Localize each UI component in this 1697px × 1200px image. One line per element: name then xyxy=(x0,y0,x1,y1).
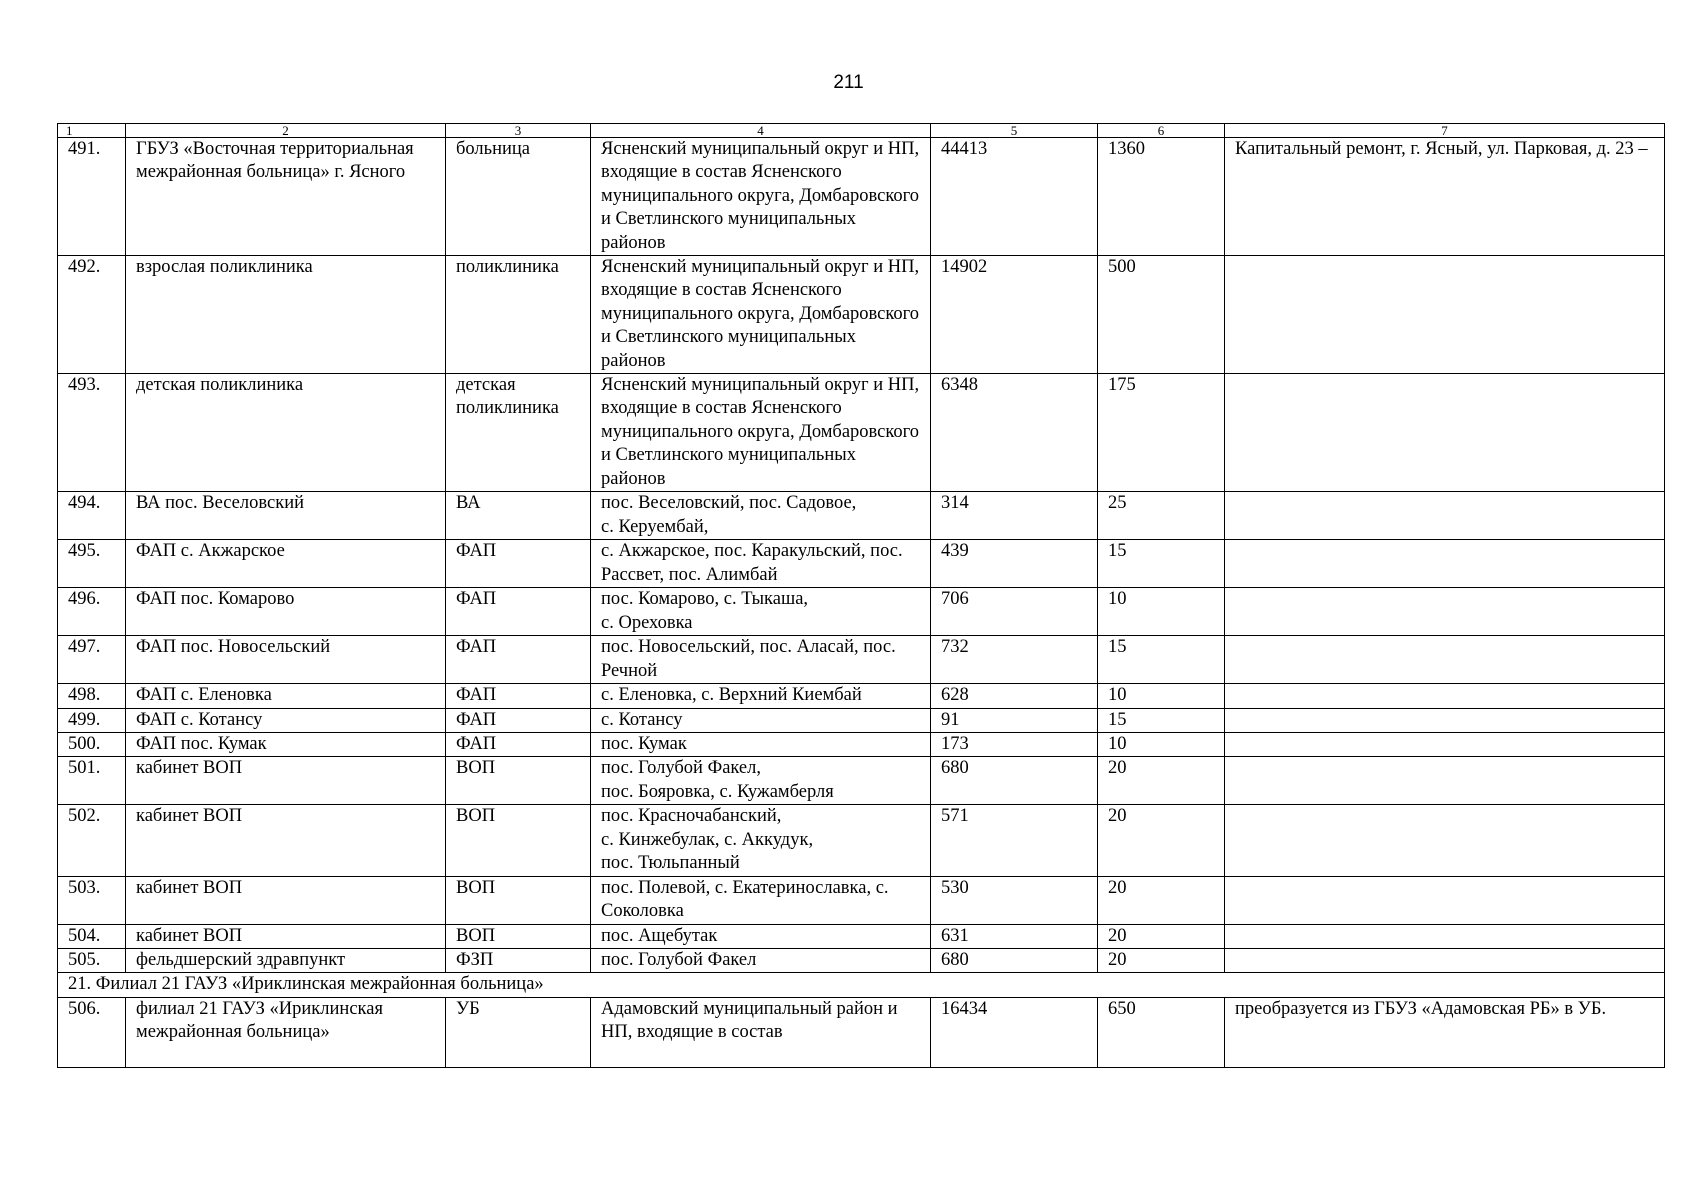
note xyxy=(1225,492,1665,540)
facility-name: ФАП пос. Новосельский xyxy=(126,636,446,684)
row-number: 498. xyxy=(58,684,126,708)
facility-name: ФАП пос. Кумак xyxy=(126,732,446,756)
population: 173 xyxy=(931,732,1098,756)
note xyxy=(1225,540,1665,588)
facility-name: детская поликлиника xyxy=(126,374,446,492)
facility-type: больница xyxy=(446,138,591,256)
facility-type: ВОП xyxy=(446,757,591,805)
note: преобразуется из ГБУЗ «Адамовская РБ» в УБ. xyxy=(1225,997,1665,1067)
note xyxy=(1225,708,1665,732)
note xyxy=(1225,732,1665,756)
facility-type: поликлиника xyxy=(446,256,591,374)
facility-name: ГБУЗ «Восточная территориальная межрайонная больница» г. Ясного xyxy=(126,138,446,256)
service-area: пос. Ащебутак xyxy=(591,924,931,948)
facility-name: ФАП с. Акжарское xyxy=(126,540,446,588)
facility-type: ФАП xyxy=(446,732,591,756)
facility-name: ФАП с. Котансу xyxy=(126,708,446,732)
population: 91 xyxy=(931,708,1098,732)
service-area: пос. Голубой Факел xyxy=(591,948,931,972)
facility-type: ФАП xyxy=(446,588,591,636)
note xyxy=(1225,684,1665,708)
service-area: пос. Комарово, с. Тыкаша, с. Ореховка xyxy=(591,588,931,636)
capacity: 20 xyxy=(1098,805,1225,876)
population: 16434 xyxy=(931,997,1098,1067)
column-header: 7 xyxy=(1225,124,1665,138)
note xyxy=(1225,588,1665,636)
table-row xyxy=(58,924,1665,948)
note xyxy=(1225,948,1665,972)
facility-name: фельдшерский здравпункт xyxy=(126,948,446,972)
table-row xyxy=(58,540,1665,588)
column-header: 4 xyxy=(591,124,931,138)
population: 631 xyxy=(931,924,1098,948)
note: Капитальный ремонт, г. Ясный, ул. Парковая, д. 23 – xyxy=(1225,138,1665,256)
table-row xyxy=(58,636,1665,684)
population: 44413 xyxy=(931,138,1098,256)
facility-name: кабинет ВОП xyxy=(126,924,446,948)
table-row xyxy=(58,588,1665,636)
population: 571 xyxy=(931,805,1098,876)
table-row xyxy=(58,708,1665,732)
facility-type: детская поликлиника xyxy=(446,374,591,492)
facility-type: ВОП xyxy=(446,805,591,876)
population: 14902 xyxy=(931,256,1098,374)
table-body xyxy=(58,138,1665,1068)
facility-name: ВА пос. Веселовский xyxy=(126,492,446,540)
row-number: 494. xyxy=(58,492,126,540)
page-number: 211 xyxy=(833,72,864,93)
facility-name: кабинет ВОП xyxy=(126,757,446,805)
facility-name: ФАП с. Еленовка xyxy=(126,684,446,708)
row-number: 496. xyxy=(58,588,126,636)
section-row xyxy=(58,973,1665,997)
table-row xyxy=(58,256,1665,374)
capacity: 20 xyxy=(1098,757,1225,805)
facility-type: ФАП xyxy=(446,684,591,708)
service-area: пос. Новосельский, пос. Аласай, пос. Речной xyxy=(591,636,931,684)
section-title: 21. Филиал 21 ГАУЗ «Ириклинская межрайонная больница» xyxy=(58,973,1665,997)
data-table xyxy=(57,123,1665,1068)
population: 439 xyxy=(931,540,1098,588)
row-number: 500. xyxy=(58,732,126,756)
capacity: 175 xyxy=(1098,374,1225,492)
capacity: 500 xyxy=(1098,256,1225,374)
row-number: 504. xyxy=(58,924,126,948)
table-row xyxy=(58,374,1665,492)
table-row xyxy=(58,997,1665,1067)
service-area: Ясненский муниципальный округ и НП, входящие в состав Ясненского муниципального округа, Домбаровского и Светлинского муниципальных районов xyxy=(591,256,931,374)
table-row xyxy=(58,492,1665,540)
service-area: Ясненский муниципальный округ и НП, входящие в состав Ясненского муниципального округа, Домбаровского и Светлинского муниципальных районов xyxy=(591,138,931,256)
table-row xyxy=(58,757,1665,805)
column-header: 1 xyxy=(58,124,126,138)
capacity: 25 xyxy=(1098,492,1225,540)
facility-name: кабинет ВОП xyxy=(126,876,446,924)
capacity: 20 xyxy=(1098,876,1225,924)
table-row xyxy=(58,684,1665,708)
row-number: 506. xyxy=(58,997,126,1067)
row-number: 502. xyxy=(58,805,126,876)
service-area: с. Акжарское, пос. Каракульский, пос. Рассвет, пос. Алимбай xyxy=(591,540,931,588)
facility-type: ФАП xyxy=(446,636,591,684)
note xyxy=(1225,805,1665,876)
table-row xyxy=(58,732,1665,756)
facility-type: ВОП xyxy=(446,924,591,948)
service-area: пос. Голубой Факел, пос. Бояровка, с. Кужамберля xyxy=(591,757,931,805)
column-header: 2 xyxy=(126,124,446,138)
facility-type: ВОП xyxy=(446,876,591,924)
table-header xyxy=(58,124,1665,138)
facility-type: ВА xyxy=(446,492,591,540)
capacity: 20 xyxy=(1098,924,1225,948)
table-row xyxy=(58,876,1665,924)
capacity: 1360 xyxy=(1098,138,1225,256)
capacity: 650 xyxy=(1098,997,1225,1067)
capacity: 15 xyxy=(1098,708,1225,732)
note xyxy=(1225,757,1665,805)
facility-type: ФАП xyxy=(446,708,591,732)
service-area: пос. Красночабанский, с. Кинжебулак, с. Аккудук, пос. Тюльпанный xyxy=(591,805,931,876)
population: 706 xyxy=(931,588,1098,636)
row-number: 501. xyxy=(58,757,126,805)
population: 530 xyxy=(931,876,1098,924)
row-number: 493. xyxy=(58,374,126,492)
service-area: с. Котансу xyxy=(591,708,931,732)
facility-name: взрослая поликлиника xyxy=(126,256,446,374)
service-area: пос. Веселовский, пос. Садовое, с. Керуембай, xyxy=(591,492,931,540)
table-row xyxy=(58,138,1665,256)
row-number: 491. xyxy=(58,138,126,256)
population: 314 xyxy=(931,492,1098,540)
note xyxy=(1225,636,1665,684)
table-row xyxy=(58,805,1665,876)
capacity: 15 xyxy=(1098,636,1225,684)
column-header: 3 xyxy=(446,124,591,138)
table-row xyxy=(58,948,1665,972)
capacity: 10 xyxy=(1098,732,1225,756)
note xyxy=(1225,256,1665,374)
population: 628 xyxy=(931,684,1098,708)
row-number: 505. xyxy=(58,948,126,972)
row-number: 497. xyxy=(58,636,126,684)
facility-type: ФЗП xyxy=(446,948,591,972)
population: 6348 xyxy=(931,374,1098,492)
capacity: 20 xyxy=(1098,948,1225,972)
row-number: 503. xyxy=(58,876,126,924)
facility-type: УБ xyxy=(446,997,591,1067)
service-area: Ясненский муниципальный округ и НП, входящие в состав Ясненского муниципального округа, Домбаровского и Светлинского муниципальных районов xyxy=(591,374,931,492)
population: 680 xyxy=(931,948,1098,972)
service-area: Адамовский муниципальный район и НП, входящие в состав xyxy=(591,997,931,1067)
row-number: 499. xyxy=(58,708,126,732)
row-number: 492. xyxy=(58,256,126,374)
facility-name: филиал 21 ГАУЗ «Ириклинская межрайонная больница» xyxy=(126,997,446,1067)
service-area: пос. Кумак xyxy=(591,732,931,756)
note xyxy=(1225,924,1665,948)
facility-name: кабинет ВОП xyxy=(126,805,446,876)
service-area: пос. Полевой, с. Екатеринославка, с. Соколовка xyxy=(591,876,931,924)
capacity: 10 xyxy=(1098,684,1225,708)
capacity: 15 xyxy=(1098,540,1225,588)
facility-name: ФАП пос. Комарово xyxy=(126,588,446,636)
service-area: с. Еленовка, с. Верхний Киембай xyxy=(591,684,931,708)
column-header: 5 xyxy=(931,124,1098,138)
row-number: 495. xyxy=(58,540,126,588)
note xyxy=(1225,876,1665,924)
column-header: 6 xyxy=(1098,124,1225,138)
population: 732 xyxy=(931,636,1098,684)
population: 680 xyxy=(931,757,1098,805)
facility-type: ФАП xyxy=(446,540,591,588)
capacity: 10 xyxy=(1098,588,1225,636)
note xyxy=(1225,374,1665,492)
